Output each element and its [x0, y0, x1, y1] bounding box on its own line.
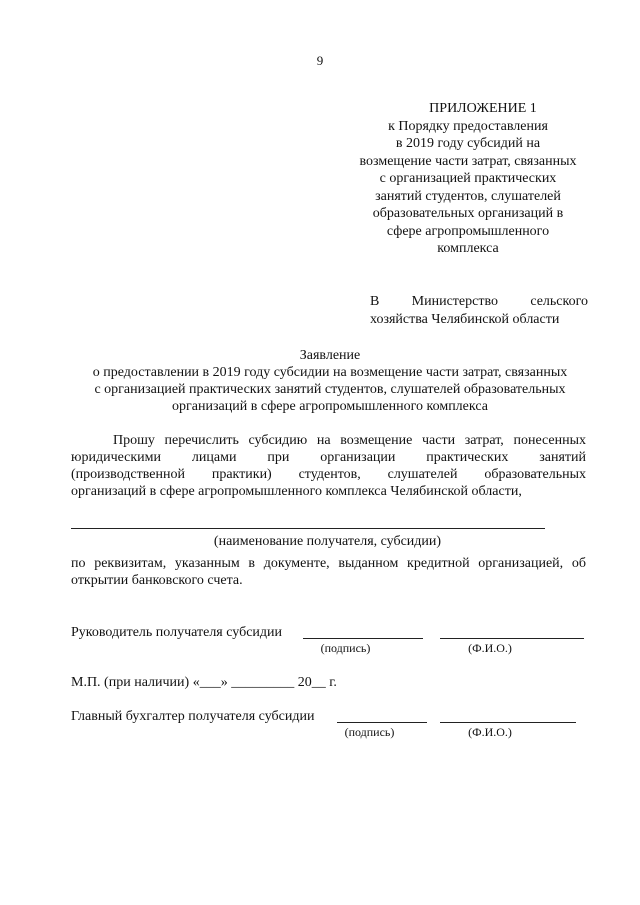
paragraph-line: по реквизитам, указанным в документе, выданном кредитной организацией, об — [71, 556, 586, 571]
appendix-line: к Порядку предоставления — [388, 118, 548, 134]
head-signature-field[interactable] — [303, 638, 423, 639]
appendix-line: комплекса — [437, 241, 499, 256]
addressee-word: Министерство — [411, 294, 498, 309]
head-signature-label: Руководитель получателя субсидии — [71, 625, 283, 640]
seal-date-line: М.П. (при наличии) «___» _________ 20__ г. — [71, 675, 337, 690]
request-paragraph — [71, 432, 586, 500]
addressee-block — [370, 293, 588, 328]
name-caption: (Ф.И.О.) — [468, 641, 512, 655]
signature-caption: (подпись) — [320, 641, 371, 655]
appendix-line: с организацией практических — [379, 171, 557, 186]
appendix-heading: ПРИЛОЖЕНИЕ 1 — [429, 101, 537, 116]
accountant-signature-field[interactable] — [337, 722, 427, 723]
recipient-caption: (наименование получателя, субсидии) — [213, 534, 442, 549]
signature-caption: (подпись) — [344, 725, 395, 739]
paragraph-line: Прошу перечислить субсидию на возмещение части затрат, понесенных — [113, 433, 586, 448]
appendix-line: сфере агропромышленного — [386, 223, 550, 239]
recipient-name-field[interactable] — [71, 528, 545, 529]
paragraph-line: юридическими лицами при организации практических занятий — [71, 450, 586, 465]
title-line: организаций в сфере агропромышленного комплекса — [172, 399, 488, 414]
paragraph-line: (производственной практики) студентов, слушателей образовательных — [71, 467, 586, 482]
paragraph-line: организаций в сфере агропромышленного комплекса Челябинской области, — [71, 484, 522, 499]
application-title-block — [60, 347, 600, 415]
page-number: 9 — [316, 53, 324, 68]
appendix-line: в 2019 году субсидий на — [395, 136, 541, 151]
title-line: о предоставлении в 2019 году субсидии на возмещение части затрат, связанных — [92, 365, 568, 380]
addressee-word: В — [370, 294, 380, 309]
appendix-line: занятий студентов, слушателей — [375, 188, 561, 204]
application-heading: Заявление — [299, 348, 361, 363]
addressee-line — [370, 293, 588, 311]
addressee-line: хозяйства Челябинской области — [370, 311, 560, 327]
head-name-field[interactable] — [440, 638, 584, 639]
appendix-block — [340, 100, 596, 258]
details-paragraph — [71, 555, 586, 589]
paragraph-line: открытии банковского счета. — [71, 573, 243, 588]
name-caption: (Ф.И.О.) — [468, 725, 512, 739]
addressee-word: сельского — [530, 294, 588, 309]
accountant-name-field[interactable] — [440, 722, 576, 723]
accountant-signature-label: Главный бухгалтер получателя субсидии — [71, 709, 315, 724]
title-line: с организацией практических занятий студентов, слушателей образовательных — [94, 382, 566, 397]
appendix-line: образовательных организаций в — [372, 206, 564, 221]
appendix-line: возмещение части затрат, связанных — [359, 153, 577, 169]
